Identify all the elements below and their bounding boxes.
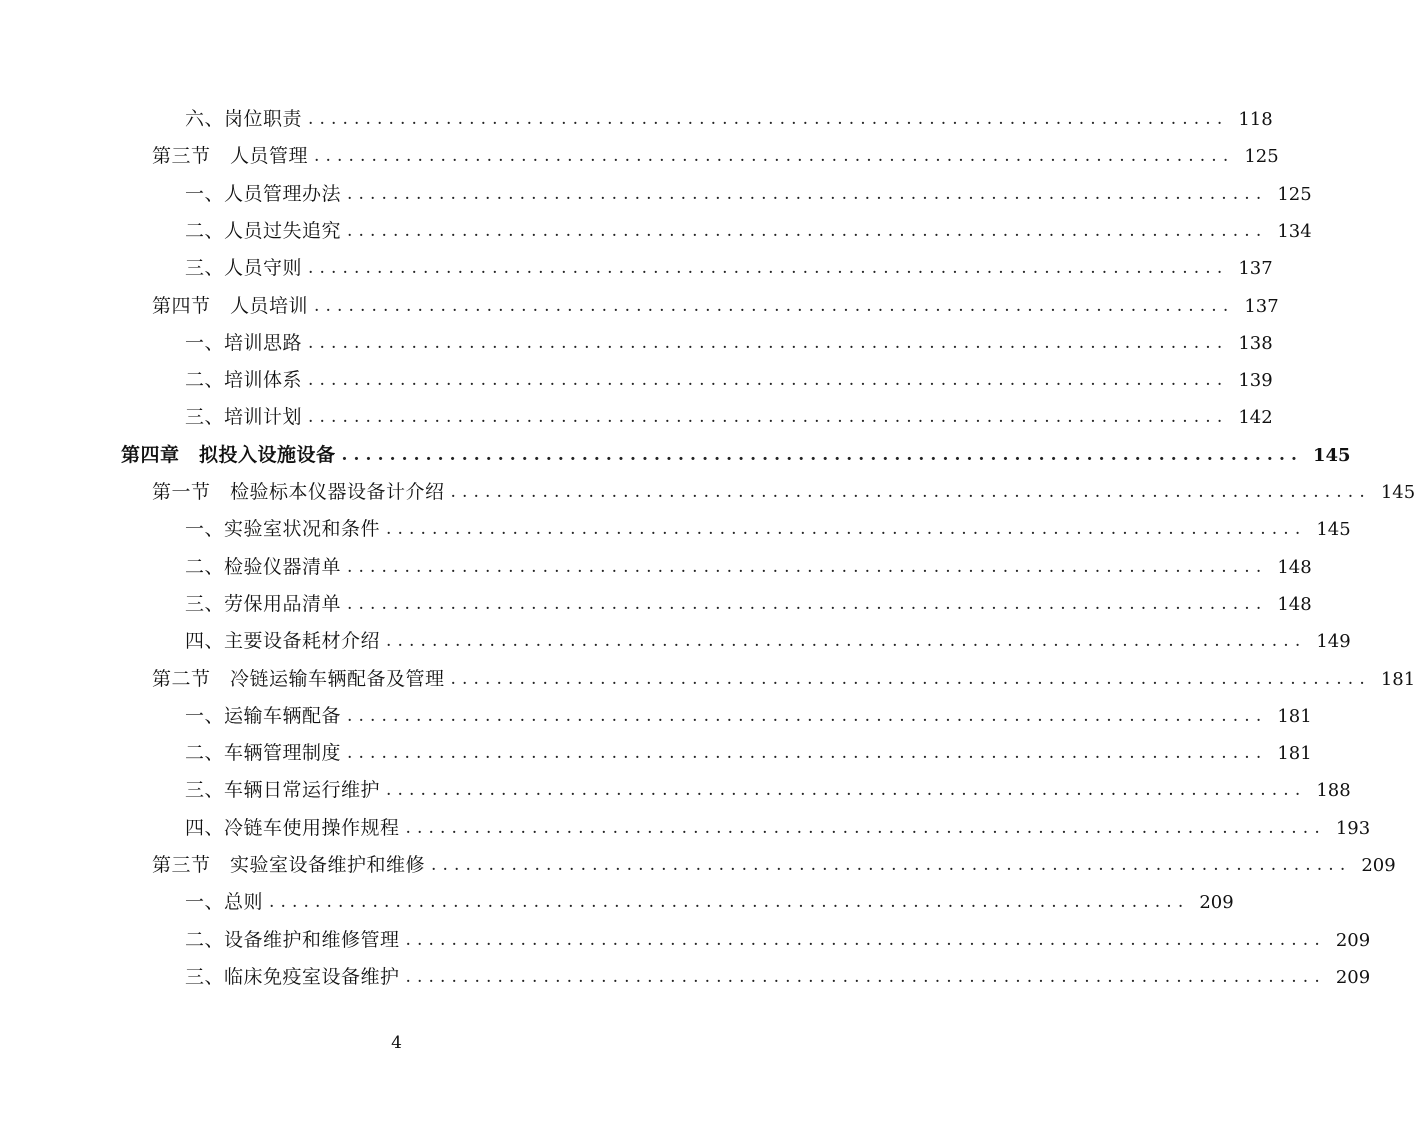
toc-entry-title: 三、车辆日常运行维护 bbox=[185, 779, 381, 801]
toc-entry-page: 209 bbox=[1361, 855, 1396, 876]
toc-entry-section[interactable] bbox=[152, 661, 1415, 698]
toc-entry-title: 二、培训体系 bbox=[185, 369, 303, 391]
toc-entry-page: 139 bbox=[1238, 370, 1273, 391]
toc-entry-title: 二、设备维护和维修管理 bbox=[185, 929, 400, 951]
dot-leader: ................................................................................ bbox=[308, 258, 1229, 278]
toc-entry-title: 第四节 人员培训 bbox=[152, 295, 309, 317]
toc-entry-title: 四、冷链车使用操作规程 bbox=[185, 817, 400, 839]
toc-entry-page: 118 bbox=[1238, 109, 1273, 130]
toc-entry-item[interactable] bbox=[185, 698, 1312, 735]
toc-entry-item[interactable] bbox=[185, 399, 1273, 436]
toc-entry-item[interactable] bbox=[185, 810, 1371, 847]
toc-entry-item[interactable] bbox=[185, 362, 1273, 399]
toc-entry-title: 一、人员管理办法 bbox=[185, 183, 342, 205]
toc-entry-page: 181 bbox=[1277, 706, 1312, 727]
toc-entry-item[interactable] bbox=[185, 101, 1273, 138]
toc-entry-page: 148 bbox=[1277, 594, 1312, 615]
dot-leader: ................................................................................ bbox=[308, 109, 1229, 129]
toc-entry-page: 193 bbox=[1335, 818, 1371, 839]
toc-entry-title: 一、运输车辆配备 bbox=[185, 705, 342, 727]
dot-leader: ................................................................................ bbox=[269, 892, 1190, 912]
toc-entry-title: 第二节 冷链运输车辆配备及管理 bbox=[152, 668, 445, 690]
toc-entry-chapter[interactable] bbox=[121, 437, 1351, 474]
toc-entry-title: 四、主要设备耗材介绍 bbox=[185, 630, 381, 652]
toc-entry-title: 三、劳保用品清单 bbox=[185, 593, 342, 615]
toc-entry-item[interactable] bbox=[185, 623, 1351, 660]
toc-entry-page: 125 bbox=[1244, 146, 1279, 167]
toc-entry-title: 一、培训思路 bbox=[185, 332, 303, 354]
dot-leader: ................................................................................ bbox=[347, 594, 1268, 614]
dot-leader: ................................................................................ bbox=[386, 631, 1307, 651]
dot-leader: ................................................................................ bbox=[405, 818, 1326, 838]
toc-entry-title: 二、人员过失追究 bbox=[185, 220, 342, 242]
toc-entry-page: 145 bbox=[1313, 445, 1351, 466]
toc-entry-title: 一、总则 bbox=[185, 891, 264, 913]
toc-entry-title: 三、培训计划 bbox=[185, 406, 303, 428]
dot-leader: ................................................................................ bbox=[347, 706, 1268, 726]
dot-leader: ................................................................................ bbox=[405, 930, 1326, 950]
toc-entry-title: 一、实验室状况和条件 bbox=[185, 518, 381, 540]
toc-entry-page: 209 bbox=[1199, 892, 1234, 913]
toc-entry-page: 209 bbox=[1335, 967, 1371, 988]
toc-entry-section[interactable] bbox=[152, 288, 1279, 325]
dot-leader: ................................................................................ bbox=[431, 855, 1352, 875]
toc-entry-title: 第一节 检验标本仪器设备计介绍 bbox=[152, 481, 445, 503]
dot-leader: ................................................................................ bbox=[347, 184, 1268, 204]
dot-leader: ................................................................................ bbox=[347, 557, 1268, 577]
toc-entry-page: 142 bbox=[1238, 407, 1273, 428]
toc-entry-section[interactable] bbox=[152, 847, 1396, 884]
dot-leader: ................................................................................ bbox=[314, 146, 1235, 166]
toc-entry-page: 137 bbox=[1244, 296, 1279, 317]
toc-entry-page: 181 bbox=[1277, 743, 1312, 764]
toc-entry-title: 二、车辆管理制度 bbox=[185, 742, 342, 764]
toc-entry-page: 209 bbox=[1335, 930, 1371, 951]
toc-entry-title: 三、临床免疫室设备维护 bbox=[185, 966, 400, 988]
toc-entry-page: 188 bbox=[1316, 780, 1351, 801]
dot-leader: ................................................................................ bbox=[450, 669, 1371, 689]
toc-entry-item[interactable] bbox=[185, 586, 1312, 623]
toc-entry-page: 148 bbox=[1277, 557, 1312, 578]
toc-entry-page: 181 bbox=[1380, 669, 1415, 690]
toc-entry-page: 134 bbox=[1277, 221, 1312, 242]
toc-entry-title: 第三节 实验室设备维护和维修 bbox=[152, 854, 426, 876]
dot-leader: ................................................................................ bbox=[308, 333, 1229, 353]
dot-leader: ................................................................................ bbox=[450, 482, 1371, 502]
toc-entry-item[interactable] bbox=[185, 176, 1312, 213]
toc-entry-section[interactable] bbox=[152, 138, 1279, 175]
dot-leader: ................................................................................ bbox=[386, 519, 1307, 539]
toc-entry-page: 149 bbox=[1316, 631, 1351, 652]
toc-entry-section[interactable] bbox=[152, 474, 1415, 511]
toc-entry-page: 125 bbox=[1277, 184, 1312, 205]
dot-leader: ................................................................................ bbox=[308, 407, 1229, 427]
toc-entry-page: 138 bbox=[1238, 333, 1273, 354]
toc-entry-page: 145 bbox=[1316, 519, 1351, 540]
dot-leader: ................................................................................ bbox=[347, 743, 1268, 763]
toc-entry-title: 第三节 人员管理 bbox=[152, 145, 309, 167]
dot-leader: ................................................................................ bbox=[386, 780, 1307, 800]
toc-entry-item[interactable] bbox=[185, 884, 1234, 921]
toc-entry-title: 第四章 拟投入设施设备 bbox=[121, 444, 336, 466]
toc-entry-title: 二、检验仪器清单 bbox=[185, 556, 342, 578]
dot-leader: ................................................................................ bbox=[347, 221, 1268, 241]
toc-entry-item[interactable] bbox=[185, 735, 1312, 772]
dot-leader: ................................................................................ bbox=[341, 445, 1303, 465]
toc-entry-item[interactable] bbox=[185, 549, 1312, 586]
toc-entry-page: 137 bbox=[1238, 258, 1273, 279]
dot-leader: ................................................................................ bbox=[308, 370, 1229, 390]
dot-leader: ................................................................................ bbox=[314, 296, 1235, 316]
toc-entry-item[interactable] bbox=[185, 772, 1351, 809]
toc-entry-item[interactable] bbox=[185, 922, 1371, 959]
toc-entry-item[interactable] bbox=[185, 325, 1273, 362]
page-number: 4 bbox=[391, 1033, 402, 1053]
toc-entry-page: 145 bbox=[1380, 482, 1415, 503]
toc-entry-item[interactable] bbox=[185, 959, 1371, 996]
toc-entry-title: 三、人员守则 bbox=[185, 257, 303, 279]
dot-leader: ................................................................................ bbox=[405, 967, 1326, 987]
toc-entry-item[interactable] bbox=[185, 250, 1273, 287]
toc-entry-title: 六、岗位职责 bbox=[185, 108, 303, 130]
toc-entry-item[interactable] bbox=[185, 511, 1351, 548]
toc-entry-item[interactable] bbox=[185, 213, 1312, 250]
